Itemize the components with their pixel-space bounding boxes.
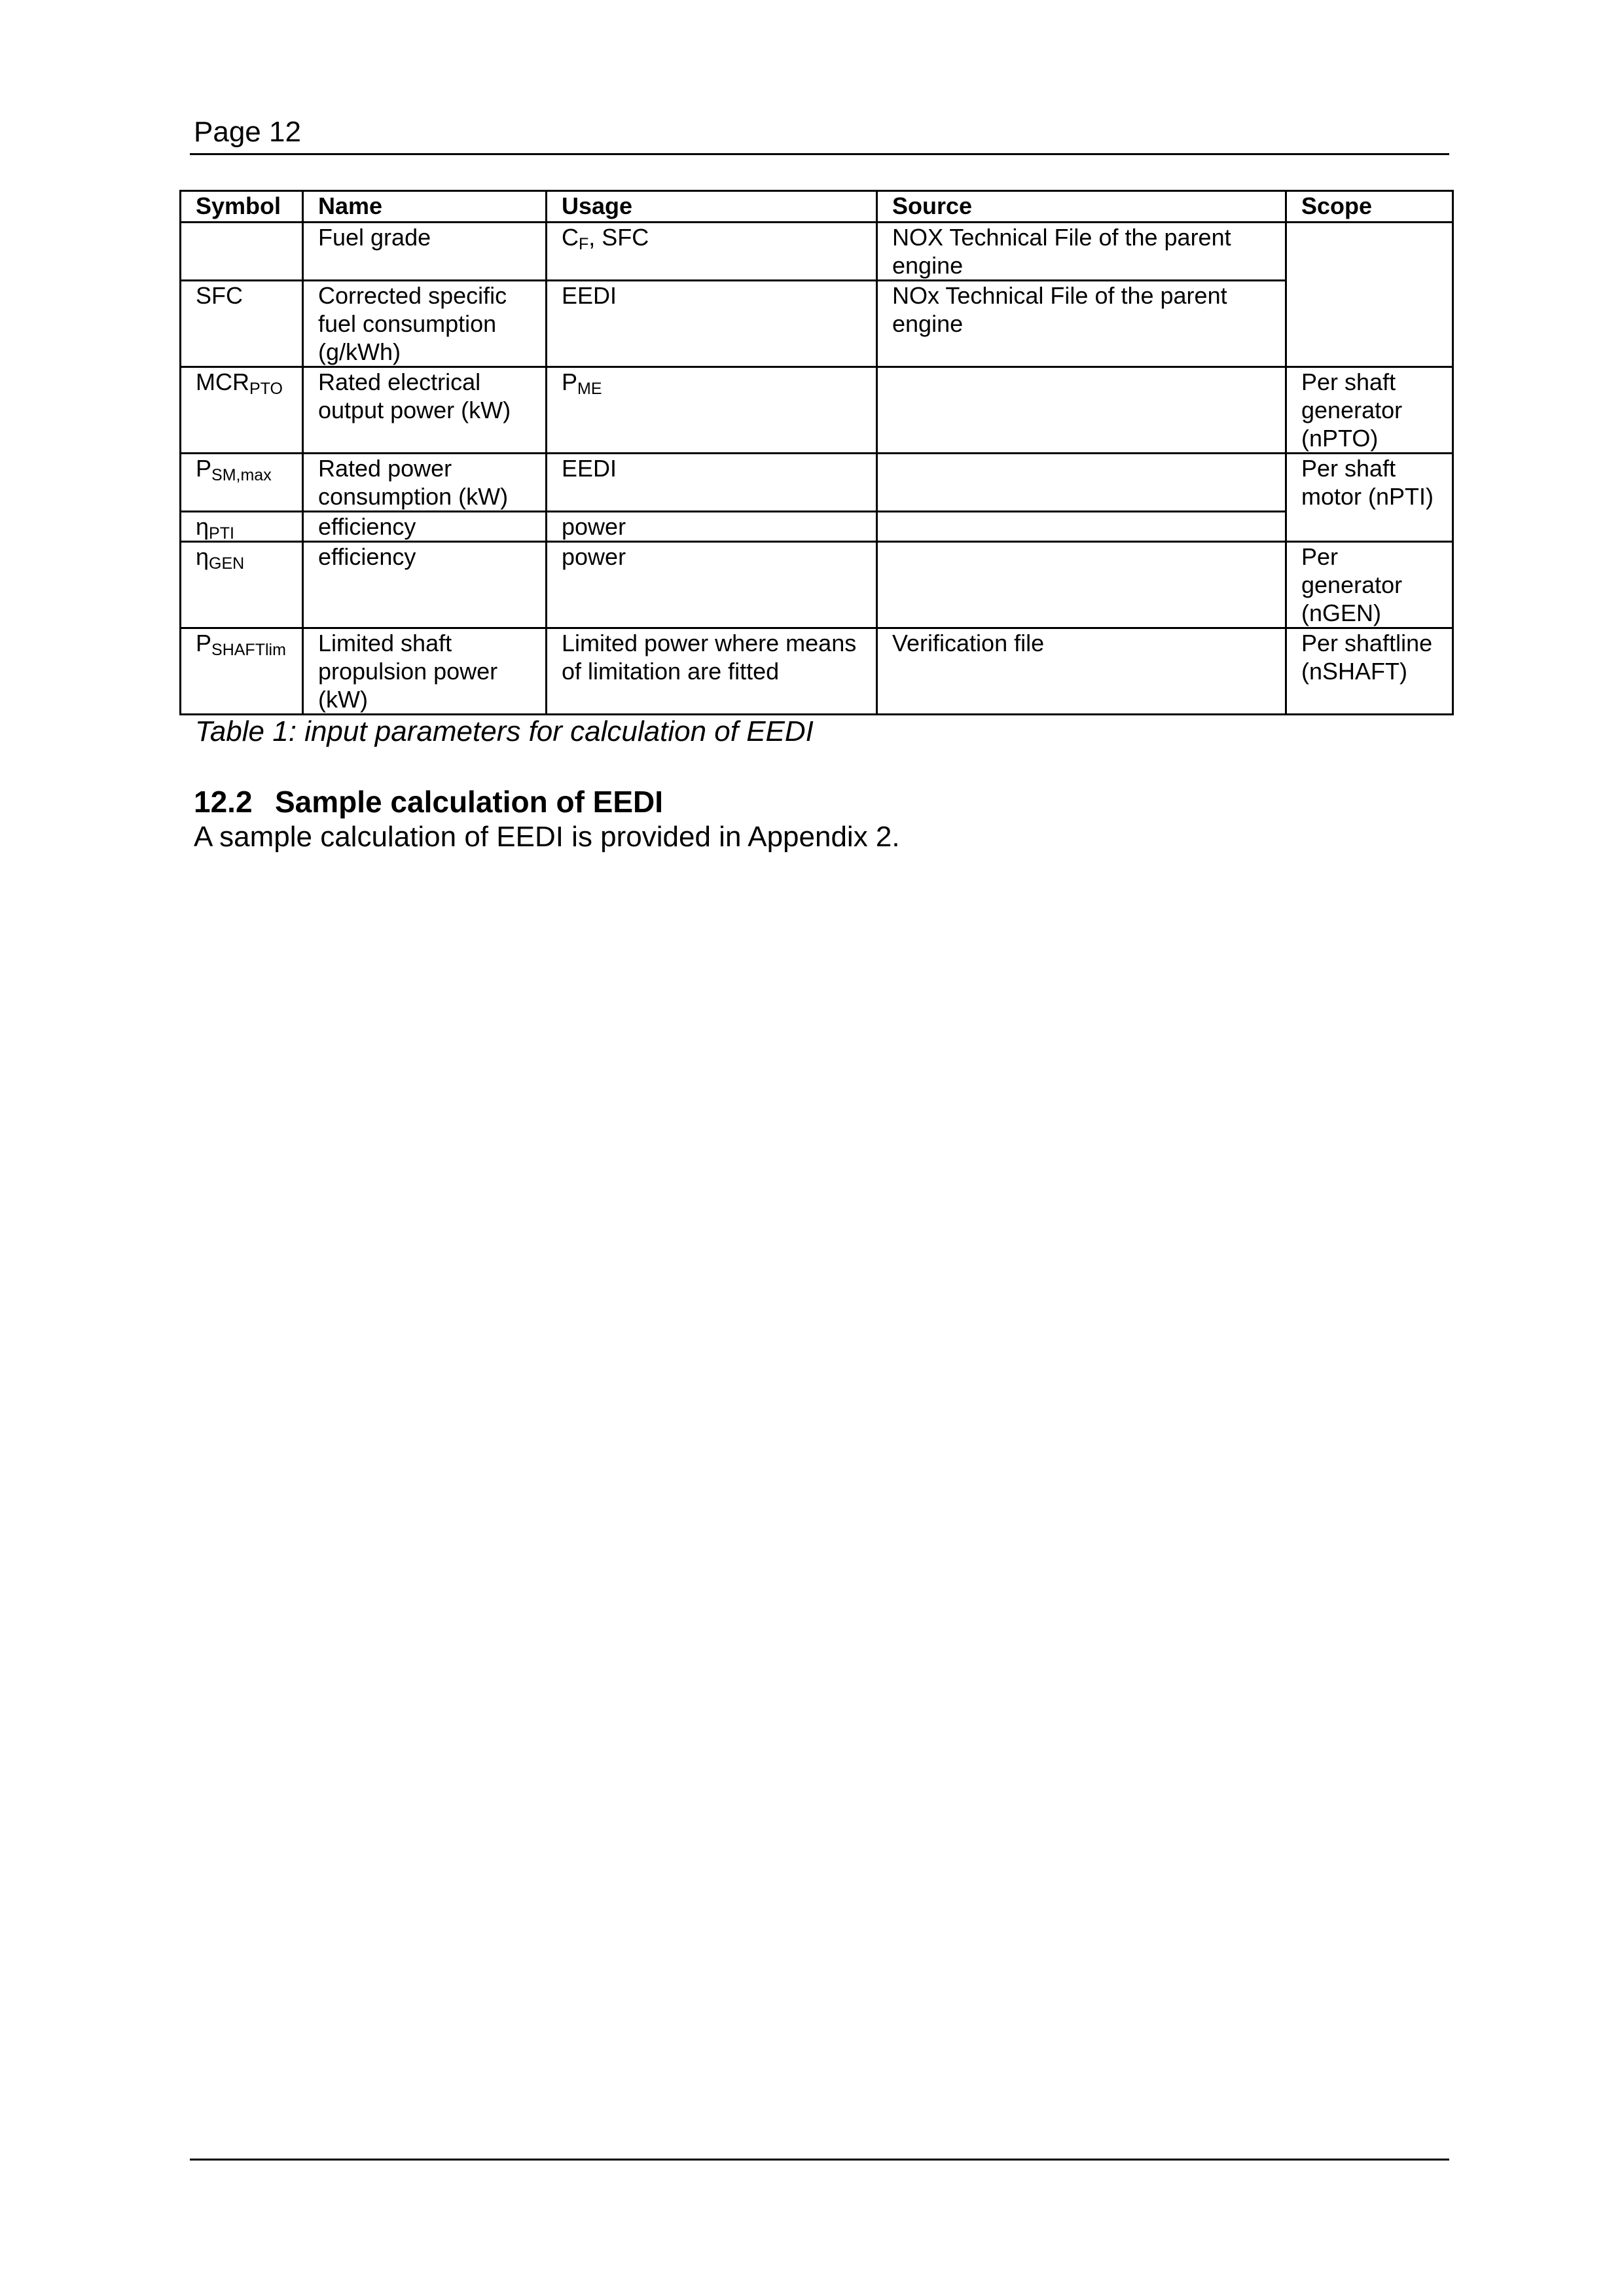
source-cell bbox=[877, 454, 1286, 512]
column-header-usage: Usage bbox=[547, 191, 877, 223]
section-body-text: A sample calculation of EEDI is provided in Appendix 2. bbox=[194, 821, 900, 853]
usage-cell: $C_F$, SFC bbox=[547, 223, 877, 281]
source-cell bbox=[877, 367, 1286, 454]
symbol-cell: $P_{SM,max}$ bbox=[181, 454, 303, 512]
source-cell: NOx Technical File of the parent engine bbox=[877, 281, 1286, 367]
symbol-cell: $\eta_{GEN}$ bbox=[181, 542, 303, 628]
column-header-source: Source bbox=[877, 191, 1286, 223]
name-cell: Rated power consumption (kW) bbox=[303, 454, 547, 512]
usage-cell: $P_{ME}$ bbox=[547, 367, 877, 454]
usage-cell: EEDI bbox=[547, 281, 877, 367]
name-cell: Limited shaft propulsion power (kW) bbox=[303, 628, 547, 715]
page-number: Page 12 bbox=[194, 116, 301, 148]
usage-cell: EEDI bbox=[547, 454, 877, 512]
table-row bbox=[181, 542, 1453, 628]
name-cell: Fuel grade bbox=[303, 223, 547, 281]
footer-rule bbox=[190, 2159, 1449, 2161]
table-row bbox=[181, 628, 1453, 715]
scope-cell bbox=[1286, 223, 1453, 367]
scope-cell: Per shaftline (nSHAFT) bbox=[1286, 628, 1453, 715]
name-cell: Corrected specific fuel consumption (g/kWh) bbox=[303, 281, 547, 367]
input-parameters-table bbox=[179, 190, 1454, 715]
table-row bbox=[181, 454, 1453, 512]
column-header-scope: Scope bbox=[1286, 191, 1453, 223]
source-cell: NOX Technical File of the parent engine bbox=[877, 223, 1286, 281]
section-number: 12.2 bbox=[194, 785, 253, 819]
name-cell: Rated electrical output power (kW) bbox=[303, 367, 547, 454]
column-header-symbol: Symbol bbox=[181, 191, 303, 223]
symbol-cell bbox=[181, 223, 303, 281]
scope-cell: Per generator (nGEN) bbox=[1286, 542, 1453, 628]
section-heading bbox=[194, 784, 663, 819]
source-cell bbox=[877, 512, 1286, 542]
symbol-cell: $MCR_{PTO}$ bbox=[181, 367, 303, 454]
source-cell: Verification file bbox=[877, 628, 1286, 715]
section-title: Sample calculation of EEDI bbox=[275, 785, 664, 819]
table-row bbox=[181, 512, 1453, 542]
table-header-row bbox=[181, 191, 1453, 223]
name-cell: efficiency bbox=[303, 542, 547, 628]
usage-cell: power bbox=[547, 542, 877, 628]
header-rule bbox=[190, 153, 1449, 155]
column-header-name: Name bbox=[303, 191, 547, 223]
usage-cell: Limited power where means of limitation are fitted bbox=[547, 628, 877, 715]
table-row bbox=[181, 281, 1453, 367]
symbol-cell: $\eta_{PTI}$ bbox=[181, 512, 303, 542]
symbol-cell: $P_{SHAFTlim}$ bbox=[181, 628, 303, 715]
usage-cell: power bbox=[547, 512, 877, 542]
table-row bbox=[181, 367, 1453, 454]
symbol-cell: SFC bbox=[181, 281, 303, 367]
table-row bbox=[181, 223, 1453, 281]
table-caption: Table 1: input parameters for calculation of EEDI bbox=[195, 715, 814, 747]
name-cell: efficiency bbox=[303, 512, 547, 542]
scope-cell: Per shaft generator (nPTO) bbox=[1286, 367, 1453, 454]
scope-cell: Per shaft motor (nPTI) bbox=[1286, 454, 1453, 542]
source-cell bbox=[877, 542, 1286, 628]
